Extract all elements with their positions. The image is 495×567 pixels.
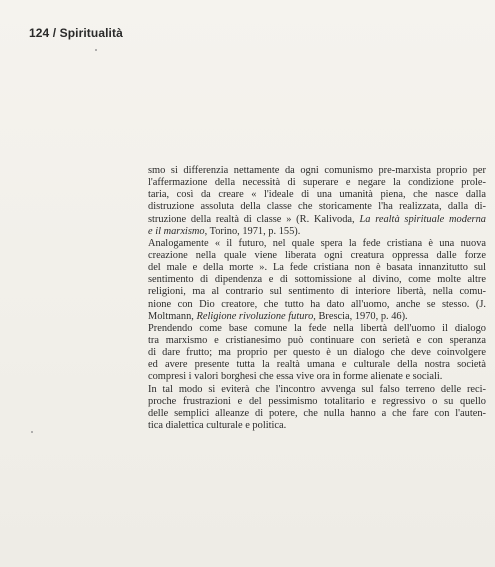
body-text — [148, 165, 486, 432]
text-run: sentimento di dipendenza e di sottomissione al divino, come molte altre — [148, 274, 486, 286]
text-line — [148, 396, 486, 408]
text-line — [148, 323, 486, 335]
paper-speck — [95, 49, 97, 51]
text-run: Prendendo come base comune la fede nella libertà dell'uomo il dialogo — [148, 322, 486, 334]
text-run: proche frustrazioni e del pessimismo totalitario e regressivo o su quello — [148, 395, 486, 407]
text-run: , Torino, 1971, p. 155). — [204, 225, 301, 237]
text-line — [148, 189, 486, 201]
text-run: tica dialettica culturale e politica. — [148, 419, 287, 431]
text-line — [148, 286, 486, 298]
text-line — [148, 262, 486, 274]
text-line — [148, 420, 486, 432]
text-line — [148, 384, 486, 396]
text-run: l'affermazione della necessità di superare e negare la condizione prole- — [148, 177, 486, 189]
text-line — [148, 165, 486, 177]
text-line — [148, 250, 486, 262]
section-title: Spiritualità — [59, 26, 123, 40]
text-run: nione con Dio creatore, che tutto ha dato all'uomo, anche se stesso. (J. — [148, 298, 486, 310]
text-run: ed avere presente tutta la realtà umana e culturale della nostra società — [148, 359, 486, 371]
text-run: religioni, ma al contrario sul sentimento di interiore libertà, nella comu- — [148, 286, 486, 298]
page-number: 124 — [29, 26, 50, 40]
paper-speck — [31, 431, 33, 433]
text-line — [148, 359, 486, 371]
text-line — [148, 408, 486, 420]
text-run: smo si differenzia nettamente da ogni comunismo pre-marxista proprio per — [148, 165, 486, 176]
text-run: di dare frutto; ma proprio per questo è un dialogo che deve coinvolgere — [148, 347, 486, 359]
text-line — [148, 335, 486, 347]
text-line — [148, 371, 486, 383]
text-line — [148, 274, 486, 286]
text-run: compresi i valori borghesi che essa vive ora in forme alienate e sociali. — [148, 371, 443, 383]
text-run: Analogamente « il futuro, nel quale spera la fede cristiana è una nuova — [148, 237, 486, 249]
text-run: creazione nella quale viene liberata ogni creatura oppressa dalle forze — [148, 249, 486, 261]
text-run: distruzione assoluta della classe che storicamente l'ha realizzata, dalla di- — [148, 201, 486, 213]
text-run: delle semplici alleanze di potere, che nulla hanno a che fare con l'auten- — [148, 407, 486, 419]
italic-title: e il marxismo — [148, 225, 205, 237]
text-line — [148, 201, 486, 213]
text-run: del male e della morte ». La fede cristiana non è basata innanzitutto sul — [148, 262, 486, 274]
text-line — [148, 299, 486, 311]
text-line — [148, 347, 486, 359]
italic-title: Religione rivoluzione futuro — [196, 310, 314, 322]
text-line — [148, 214, 486, 226]
italic-title: La realtà spirituale moderna — [359, 213, 486, 225]
text-line — [148, 226, 486, 238]
text-line — [148, 238, 486, 250]
text-line — [148, 177, 486, 189]
text-run: struzione della realtà di classe » (R. Kalivoda, — [148, 213, 360, 225]
header-separator: / — [52, 26, 57, 40]
text-run: , Brescia, 1970, p. 46). — [313, 310, 408, 322]
text-run: In tal modo si eviterà che l'incontro avvenga sul falso terreno delle reci- — [148, 383, 486, 395]
text-line — [148, 311, 486, 323]
running-header — [29, 26, 123, 40]
text-run: Moltmann, — [148, 310, 197, 322]
text-run: tra marxismo e cristianesimo può continuare con serietà e con speranza — [148, 334, 486, 346]
text-run: taria, così da creare « l'ideale di una umanità piena, che nasce dalla — [148, 189, 486, 201]
